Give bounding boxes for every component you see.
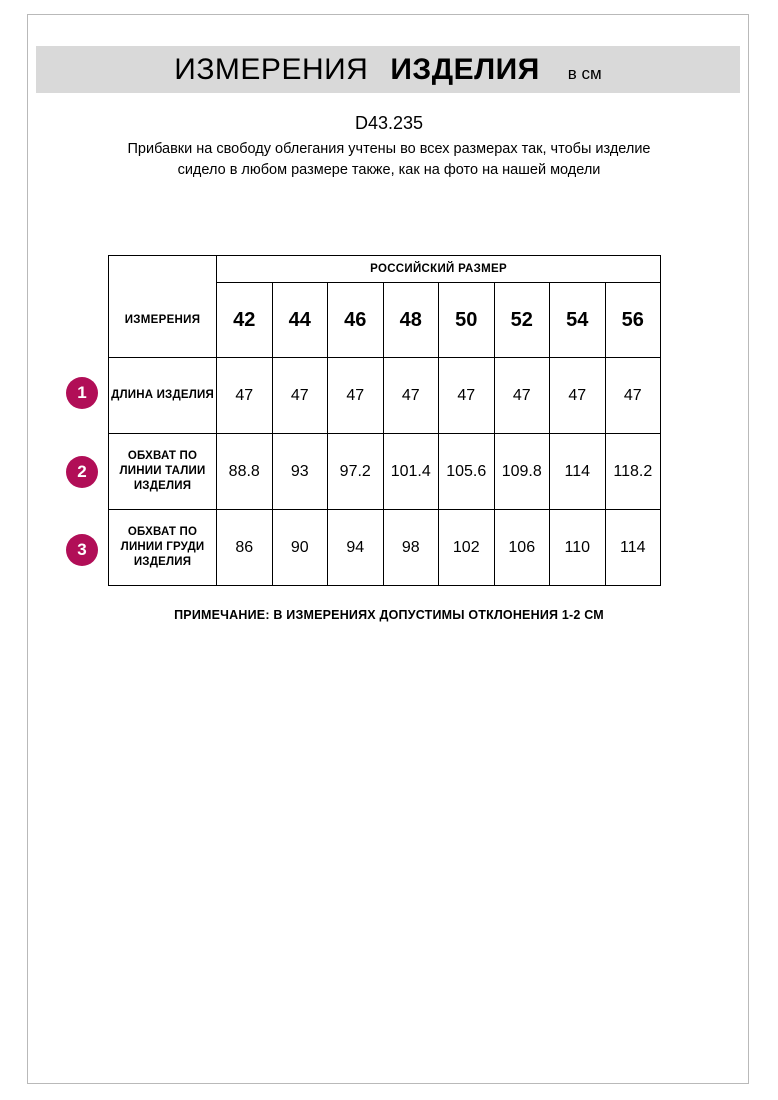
cell-chest-50: 102 <box>439 510 495 586</box>
size-header-44: 44 <box>272 283 328 358</box>
cell-chest-48: 98 <box>383 510 439 586</box>
row-label-chest: ОБХВАТ ПО ЛИНИИ ГРУДИ ИЗДЕЛИЯ <box>109 510 217 586</box>
title-band <box>36 46 740 93</box>
cell-length-46: 47 <box>328 358 384 434</box>
cell-waist-56: 118.2 <box>605 434 661 510</box>
note-text: ПРИМЕЧАНИЕ: В ИЗМЕРЕНИЯХ ДОПУСТИМЫ ОТКЛОНЕНИЯ 1-2 СМ <box>174 608 604 622</box>
cell-chest-52: 106 <box>494 510 550 586</box>
size-header-50: 50 <box>439 283 495 358</box>
cell-waist-52: 109.8 <box>494 434 550 510</box>
table-row-sizes <box>109 283 661 358</box>
cell-length-44: 47 <box>272 358 328 434</box>
title-word-measurements: ИЗМЕРЕНИЯ <box>174 52 369 86</box>
cell-chest-54: 110 <box>550 510 606 586</box>
measurements-table-wrapper <box>108 255 660 586</box>
size-header-48: 48 <box>383 283 439 358</box>
cell-waist-42: 88.8 <box>217 434 273 510</box>
table-corner-cell <box>109 256 217 283</box>
cell-chest-42: 86 <box>217 510 273 586</box>
cell-length-52: 47 <box>494 358 550 434</box>
cell-length-50: 47 <box>439 358 495 434</box>
article-code: D43.235 <box>354 113 424 133</box>
cell-waist-48: 101.4 <box>383 434 439 510</box>
row-badge-3: 3 <box>66 534 98 566</box>
table-row <box>109 358 661 434</box>
page-title <box>174 53 601 87</box>
row-label-length: ДЛИНА ИЗДЕЛИЯ <box>109 358 217 434</box>
cell-length-56: 47 <box>605 358 661 434</box>
size-header-54: 54 <box>550 283 606 358</box>
row-label-waist: ОБХВАТ ПО ЛИНИИ ТАЛИИ ИЗДЕЛИЯ <box>109 434 217 510</box>
cell-length-42: 47 <box>217 358 273 434</box>
cell-chest-46: 94 <box>328 510 384 586</box>
cell-chest-56: 114 <box>605 510 661 586</box>
table-row-size-group <box>109 256 661 283</box>
cell-waist-44: 93 <box>272 434 328 510</box>
cell-chest-44: 90 <box>272 510 328 586</box>
measurements-table <box>108 255 661 586</box>
row-badge-2: 2 <box>66 456 98 488</box>
cell-length-54: 47 <box>550 358 606 434</box>
title-word-product: ИЗДЕЛИЯ <box>390 52 540 86</box>
size-group-header: РОССИЙСКИЙ РАЗМЕР <box>217 256 661 283</box>
intro-text: Прибавки на свободу облегания учтены во всех размерах так, чтобы изделие сидело в любом размере также, как на фото на нашей модели <box>127 141 651 178</box>
cell-length-48: 47 <box>383 358 439 434</box>
table-row <box>109 510 661 586</box>
measurements-header: ИЗМЕРЕНИЯ <box>109 283 217 358</box>
size-header-56: 56 <box>605 283 661 358</box>
size-header-52: 52 <box>494 283 550 358</box>
table-row <box>109 434 661 510</box>
title-unit: в см <box>567 63 602 83</box>
cell-waist-54: 114 <box>550 434 606 510</box>
cell-waist-46: 97.2 <box>328 434 384 510</box>
size-header-42: 42 <box>217 283 273 358</box>
cell-waist-50: 105.6 <box>439 434 495 510</box>
row-badge-1: 1 <box>66 377 98 409</box>
size-header-46: 46 <box>328 283 384 358</box>
